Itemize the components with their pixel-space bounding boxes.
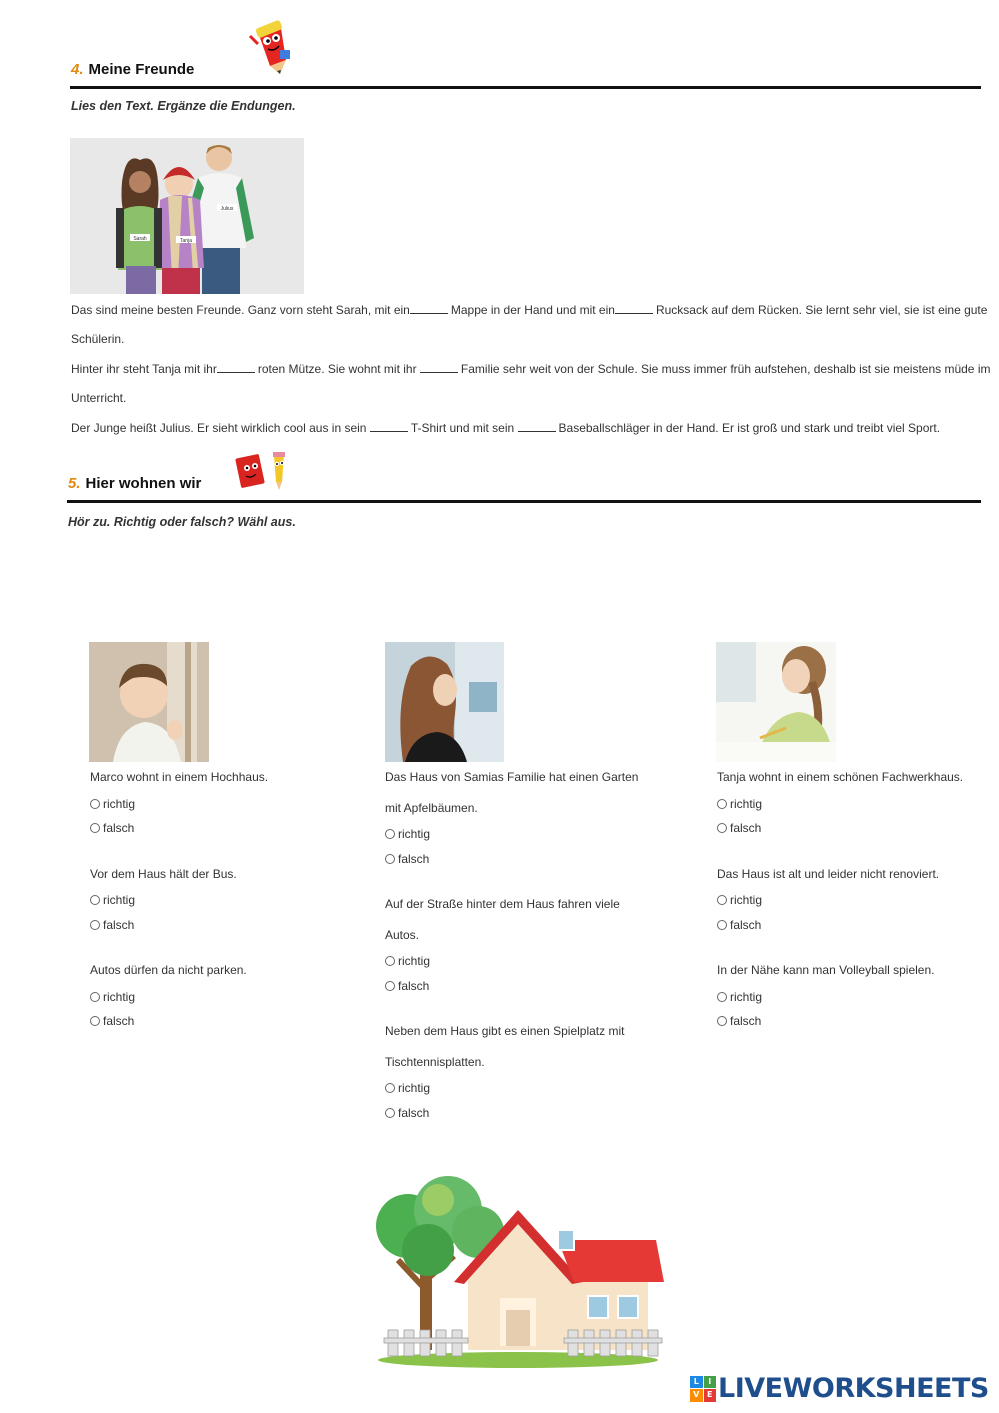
text-segment: T-Shirt und mit sein xyxy=(410,421,515,435)
radio-button-icon[interactable] xyxy=(90,823,100,833)
radio-button-icon[interactable] xyxy=(717,799,727,809)
section-number: 5. xyxy=(68,475,81,492)
question-text: Tanja wohnt in einem schönen Fachwerkhaus. xyxy=(717,770,964,784)
blank-input[interactable] xyxy=(615,302,653,314)
samia-photo xyxy=(385,642,504,762)
section-title: Hier wohnen wir xyxy=(85,475,202,492)
radio-button-icon[interactable] xyxy=(385,956,395,966)
text-segment: Familie sehr weit von der Schule. Sie muss immer früh aufstehen, deshalb ist sie meistens müde im xyxy=(460,362,991,376)
option-label: falsch xyxy=(398,1105,430,1120)
option-falsch[interactable] xyxy=(90,821,134,835)
option-label: richtig xyxy=(103,796,136,811)
option-richtig[interactable] xyxy=(90,990,135,1004)
text-segment: roten Mütze. Sie wohnt mit ihr xyxy=(257,362,417,376)
option-label: richtig xyxy=(730,796,763,811)
liveworksheets-logo xyxy=(690,1373,989,1404)
radio-button-icon[interactable] xyxy=(90,992,100,1002)
question-text: Autos. xyxy=(385,927,420,942)
logo-badge-letter: L xyxy=(690,1376,703,1389)
radio-button-icon[interactable] xyxy=(717,895,727,905)
text-line xyxy=(71,302,987,317)
friends-photo xyxy=(70,138,304,294)
question-text: Autos dürfen da nicht parken. xyxy=(90,963,247,977)
pencil-mascot-icon xyxy=(246,14,296,78)
radio-button-icon[interactable] xyxy=(385,854,395,864)
house-illustration xyxy=(368,1170,668,1370)
logo-badge-letter: V xyxy=(690,1389,703,1402)
option-falsch[interactable] xyxy=(717,1014,761,1028)
name-tag-julius: Julius xyxy=(220,206,234,212)
question-text: Neben dem Haus gibt es einen Spielplatz mit xyxy=(385,1024,625,1038)
question-text: Tischtennisplatten. xyxy=(385,1054,485,1069)
option-falsch[interactable] xyxy=(717,821,761,835)
question-text: Vor dem Haus hält der Bus. xyxy=(90,866,237,881)
option-label: falsch xyxy=(730,1014,762,1028)
option-richtig[interactable] xyxy=(717,893,762,907)
radio-button-icon[interactable] xyxy=(90,895,100,905)
section-number: 4. xyxy=(71,61,84,78)
name-tag-sarah: Sarah xyxy=(133,236,147,242)
section-divider xyxy=(70,86,981,89)
radio-button-icon[interactable] xyxy=(385,1083,395,1093)
logo-badge-letter: I xyxy=(704,1376,717,1389)
radio-button-icon[interactable] xyxy=(90,1016,100,1026)
option-falsch[interactable] xyxy=(385,1106,429,1120)
text-line xyxy=(71,332,124,346)
option-label: richtig xyxy=(103,893,136,907)
text-segment: Der Junge heißt Julius. Er sieht wirklich cool aus in sein xyxy=(71,421,367,435)
radio-button-icon[interactable] xyxy=(385,829,395,839)
text-segment: Baseballschläger in der Hand. Er ist groß und stark und treibt viel Sport. xyxy=(558,421,941,435)
radio-button-icon[interactable] xyxy=(385,981,395,991)
name-tag-tanja: Tanja xyxy=(180,238,192,244)
option-label: richtig xyxy=(103,989,136,1004)
text-segment: Das sind meine besten Freunde. Ganz vorn steht Sarah, mit ein xyxy=(71,303,410,317)
text-segment: Rucksack auf dem Rücken. Sie lernt sehr viel, sie ist eine gute xyxy=(655,303,988,317)
option-falsch[interactable] xyxy=(90,918,134,932)
option-falsch[interactable] xyxy=(90,1014,134,1028)
tanja-photo xyxy=(716,642,836,762)
question-text: Das Haus von Samias Familie hat einen Garten xyxy=(385,770,639,784)
option-label: richtig xyxy=(730,893,763,907)
radio-button-icon[interactable] xyxy=(385,1108,395,1118)
section-title: Meine Freunde xyxy=(88,61,195,78)
option-label: richtig xyxy=(730,989,763,1004)
option-label: richtig xyxy=(398,954,431,968)
blank-input[interactable] xyxy=(518,420,556,432)
text-segment: Mappe in der Hand und mit ein xyxy=(450,303,615,317)
option-label: falsch xyxy=(730,917,762,932)
logo-text: LIVEWORKSHEETS xyxy=(718,1373,989,1404)
option-falsch[interactable] xyxy=(385,852,429,866)
radio-button-icon[interactable] xyxy=(717,823,727,833)
option-label: falsch xyxy=(398,978,430,993)
radio-button-icon[interactable] xyxy=(90,920,100,930)
blank-input[interactable] xyxy=(420,361,458,373)
book-and-pencil-icon xyxy=(234,450,296,492)
marco-photo xyxy=(89,642,209,762)
instruction: Lies den Text. Ergänze die Endungen. xyxy=(71,99,296,113)
option-richtig[interactable] xyxy=(385,827,430,841)
radio-button-icon[interactable] xyxy=(717,992,727,1002)
question-text: In der Nähe kann man Volleyball spielen. xyxy=(717,963,935,977)
option-label: falsch xyxy=(398,851,430,866)
section-5-heading xyxy=(68,475,201,492)
text-segment: Hinter ihr steht Tanja mit ihr xyxy=(71,362,217,376)
text-line xyxy=(71,420,940,435)
section-divider xyxy=(67,500,981,503)
blank-input[interactable] xyxy=(370,420,408,432)
text-line xyxy=(71,391,126,405)
radio-button-icon[interactable] xyxy=(717,920,727,930)
option-falsch[interactable] xyxy=(385,979,429,993)
option-label: richtig xyxy=(398,827,431,841)
text-segment: Schülerin. xyxy=(71,332,125,346)
radio-button-icon[interactable] xyxy=(717,1016,727,1026)
question-text: mit Apfelbäumen. xyxy=(385,800,478,815)
option-label: falsch xyxy=(103,917,135,932)
option-label: falsch xyxy=(103,821,135,835)
option-richtig[interactable] xyxy=(385,1081,430,1095)
blank-input[interactable] xyxy=(410,302,448,314)
logo-badge-letter: E xyxy=(704,1389,717,1402)
option-richtig[interactable] xyxy=(90,893,135,907)
radio-button-icon[interactable] xyxy=(90,799,100,809)
text-segment: Unterricht. xyxy=(71,391,127,405)
text-line xyxy=(71,361,990,376)
option-richtig[interactable] xyxy=(90,797,135,811)
question-text: Das Haus ist alt und leider nicht renoviert. xyxy=(717,866,940,881)
option-richtig[interactable] xyxy=(717,797,762,811)
option-richtig[interactable] xyxy=(385,954,430,968)
option-label: falsch xyxy=(730,821,762,835)
option-label: falsch xyxy=(103,1014,135,1028)
option-richtig[interactable] xyxy=(717,990,762,1004)
logo-badge-icon xyxy=(690,1376,716,1402)
option-falsch[interactable] xyxy=(717,918,761,932)
section-4-heading xyxy=(71,61,194,78)
option-label: richtig xyxy=(398,1081,431,1095)
question-text: Auf der Straße hinter dem Haus fahren viele xyxy=(385,897,620,911)
blank-input[interactable] xyxy=(217,361,255,373)
question-text: Marco wohnt in einem Hochhaus. xyxy=(90,770,269,784)
instruction: Hör zu. Richtig oder falsch? Wähl aus. xyxy=(68,515,296,529)
